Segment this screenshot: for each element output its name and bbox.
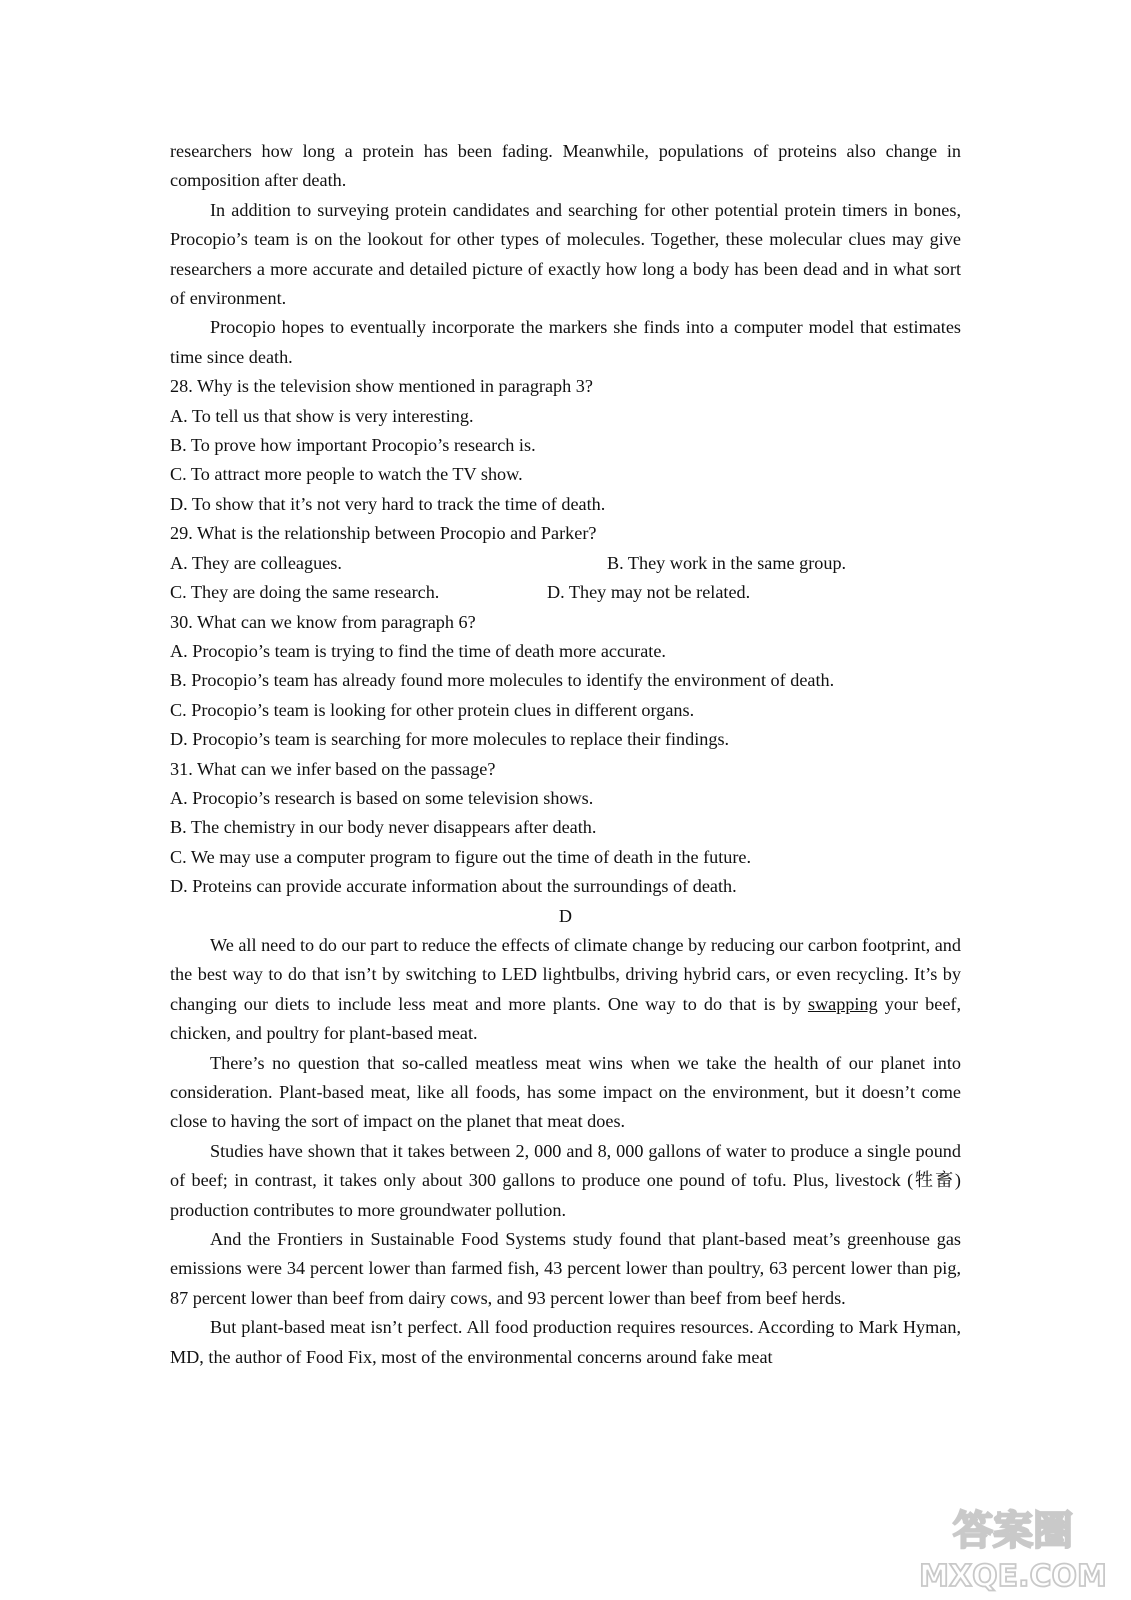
question-28-option-c: C. To attract more people to watch the TV show.	[170, 464, 523, 485]
question-31-option-b: B. The chemistry in our body never disappears after death.	[170, 817, 597, 838]
question-31-option-c: C. We may use a computer program to figure out the time of death in the future.	[170, 846, 752, 867]
section-d-paragraph-4: And the Frontiers in Sustainable Food Systems study found that plant-based meat’s greenhouse gas emissions were 34 percent lower than farmed fish, 43 percent lower than poultry, 63 percent lower than pig, 87 percent lower than beef from dairy cows, and 93 percent lower than beef from beef herds.	[170, 1229, 961, 1308]
question-29-option-a: A. They are colleagues.	[170, 552, 342, 573]
question-28-option-b: B. To prove how important Procopio’s research is.	[170, 435, 536, 456]
watermark-domain-text: MXQE.COM	[919, 1559, 1107, 1592]
underlined-word-swapping: swapping	[807, 993, 878, 1014]
watermark-chinese-text: 答案圈	[953, 1508, 1073, 1554]
question-30-option-b: B. Procopio’s team has already found more molecules to identify the environment of death.	[170, 670, 835, 691]
watermark-logo	[913, 1502, 1113, 1592]
question-29-option-b: B. They work in the same group.	[607, 552, 847, 573]
question-29-stem: 29. What is the relationship between Procopio and Parker?	[170, 523, 597, 544]
question-30-option-a: A. Procopio’s team is trying to find the time of death more accurate.	[170, 640, 666, 661]
paragraph-1-text-after: your beef, chicken, and poultry for plant-based meat.	[170, 993, 961, 1044]
section-d-paragraph-1	[170, 931, 961, 1049]
question-28-option-a: A. To tell us that show is very interesting.	[170, 405, 474, 426]
question-29-row-cd	[170, 578, 961, 607]
question-31-stem: 31. What can we infer based on the passage?	[170, 758, 496, 779]
section-d-paragraph-2: There’s no question that so-called meatless meat wins when we take the health of our planet into consideration. Plant-based meat, like all foods, has some impact on the environment, but it doesn’t come close to having the sort of impact on the planet that meat does.	[170, 1052, 961, 1132]
question-29-row-ab	[170, 549, 961, 578]
section-d-paragraph-3: Studies have shown that it takes between 2, 000 and 8, 000 gallons of water to produce a single pound of beef; in contrast, it takes only about 300 gallons to produce one pound of tofu. Plus, livestock (牲畜) production contributes to more groundwater pollution.	[170, 1140, 961, 1220]
question-31-option-d: D. Proteins can provide accurate information about the surroundings of death.	[170, 876, 737, 897]
exam-page	[170, 137, 961, 1372]
paragraph-1-text-before: We all need to do our part to reduce the effects of climate change by reducing our carbon footprint, and the best way to do that isn’t by switching to LED lightbulbs, driving hybrid cars, or even recycling. It’s by changing our diets to include less meat and more plants. One way to do that is by	[170, 934, 961, 1014]
carryover-paragraph: researchers how long a protein has been fading. Meanwhile, populations of proteins also change in composition after death.	[170, 141, 961, 191]
question-30-stem: 30. What can we know from paragraph 6?	[170, 611, 476, 632]
question-31-option-a: A. Procopio’s research is based on some television shows.	[170, 787, 594, 808]
question-30-option-d: D. Procopio’s team is searching for more molecules to replace their findings.	[170, 729, 730, 750]
question-30-option-c: C. Procopio’s team is looking for other protein clues in different organs.	[170, 699, 695, 720]
section-d-paragraph-5: But plant-based meat isn’t perfect. All food production requires resources. According to Mark Hyman, MD, the author of Food Fix, most of the environmental concerns around fake meat	[170, 1317, 961, 1367]
question-29-option-c: C. They are doing the same research.	[170, 582, 440, 603]
paragraph-computer-model: Procopio hopes to eventually incorporate the markers she finds into a computer model that estimates time since death.	[170, 317, 961, 367]
question-29-option-d: D. They may not be related.	[547, 582, 751, 603]
question-28-option-d: D. To show that it’s not very hard to track the time of death.	[170, 493, 606, 514]
paragraph-molecular-clues: In addition to surveying protein candidates and searching for other potential protein timers in bones, Procopio’s team is on the lookout for other types of molecules. Together, these molecular clues may give researchers a more accurate and detailed picture of exactly how long a body has been dead and in what sort of environment.	[170, 199, 961, 309]
question-28-stem: 28. Why is the television show mentioned in paragraph 3?	[170, 376, 593, 397]
section-d-heading: D	[558, 905, 573, 926]
watermark-logo-graphic	[913, 1502, 1113, 1592]
